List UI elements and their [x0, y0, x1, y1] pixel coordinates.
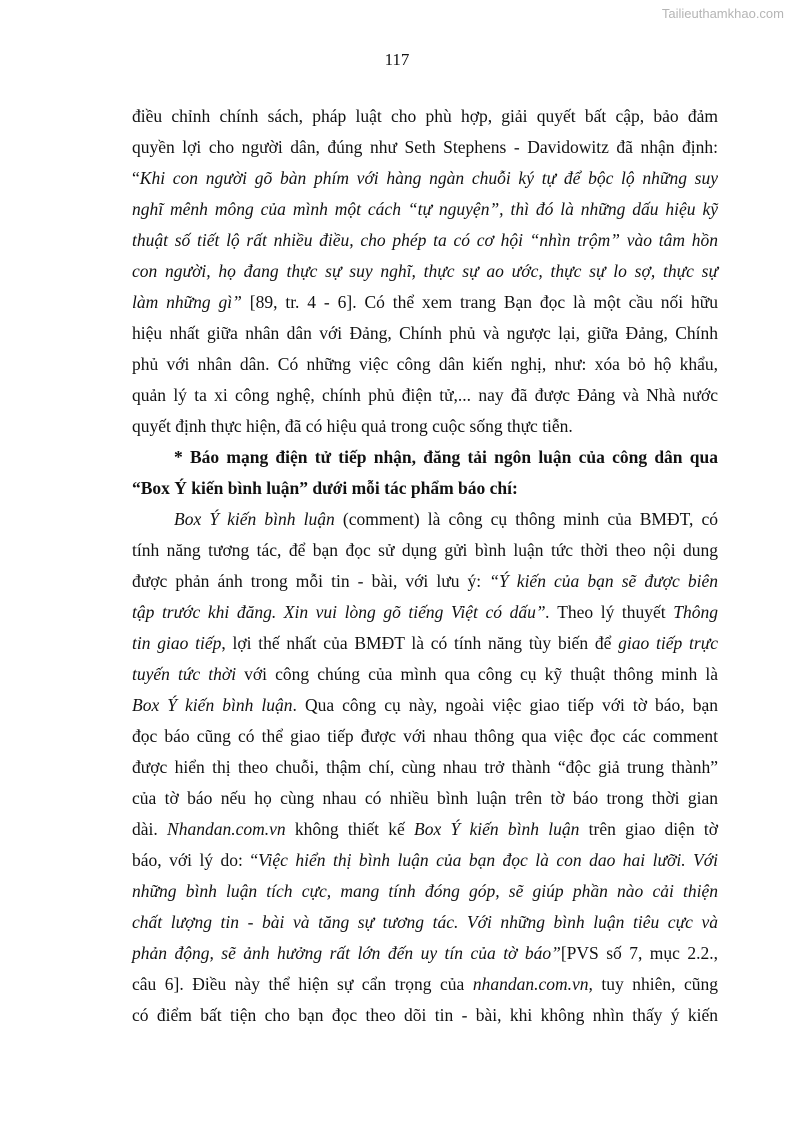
- text-line: [132, 974, 718, 994]
- text-segment: quản lý ta xi công nghệ, chính phủ điện tử,... nay đã được Đảng và Nhà nước: [132, 385, 718, 405]
- text-segment: tính năng tương tác, để bạn đọc sử dụng gửi bình luận tức thời theo nội dung: [132, 540, 718, 560]
- text-segment: Theo lý thuyết: [549, 602, 674, 622]
- text-line: [132, 912, 718, 932]
- text-segment: quyền lợi cho người dân, đúng như Seth Stephens - Davidowitz đã nhận định:: [132, 137, 718, 157]
- text-segment: Box Ý kiến bình luận: [132, 695, 293, 715]
- text-line: [132, 354, 718, 374]
- text-line: [132, 199, 718, 219]
- text-segment: Khi con người gõ bàn phím với hàng ngàn chuỗi ký tự để bộc lộ những suy: [139, 168, 718, 188]
- text-segment: nghĩ mênh mông của mình một cách “tự nguyện”, thì đó là những dấu hiệu kỹ: [132, 199, 718, 219]
- text-line: [132, 664, 718, 684]
- text-line: [132, 943, 718, 963]
- text-line: [132, 292, 718, 312]
- text-segment: , lợi thế nhất của BMĐT là có tính năng tùy biến để: [221, 633, 619, 653]
- text-segment: Box Ý kiến bình luận: [174, 509, 335, 529]
- text-segment: báo, với lý do: “: [132, 850, 259, 870]
- text-segment: Nhandan.com.vn: [167, 819, 286, 839]
- text-segment: điều chỉnh chính sách, pháp luật cho phù hợp, giải quyết bất cập, bảo đảm: [132, 106, 718, 126]
- text-segment: tuyến tức thời: [132, 664, 237, 684]
- text-segment: phủ với nhân dân. Có những việc công dân kiến nghị, như: xóa bỏ hộ khẩu,: [132, 354, 718, 374]
- text-line: [132, 571, 718, 591]
- text-line: [174, 509, 718, 529]
- text-segment: câu 6]. Điều này thể hiện sự cẩn trọng của: [132, 974, 473, 994]
- text-line: [132, 385, 718, 405]
- text-segment: đọc báo cũng có thể giao tiếp được với nhau thông qua việc đọc các comment: [132, 726, 718, 746]
- text-line: [132, 881, 718, 901]
- text-segment: với công chúng của mình qua công cụ kỹ thuật thông minh là: [236, 664, 718, 684]
- text-segment: “: [132, 168, 140, 188]
- text-segment: giao tiếp trực: [618, 633, 719, 653]
- text-line: [132, 106, 718, 126]
- text-line: [132, 230, 718, 250]
- watermark: Tailieuthamkhao.com: [661, 6, 784, 21]
- text-segment: trên giao diện tờ: [579, 819, 718, 839]
- text-segment: được phản ánh trong mỗi tin - bài, với lưu ý:: [132, 571, 490, 591]
- text-segment: tin giao tiếp: [132, 633, 222, 653]
- text-line: [132, 819, 718, 839]
- text-line: [132, 540, 718, 560]
- text-segment: quyết định thực hiện, đã có hiệu quả trong cuộc sống thực tiễn.: [132, 416, 573, 436]
- text-segment: nhandan.com.vn,: [472, 974, 593, 994]
- text-line: [132, 695, 718, 715]
- text-line: [132, 850, 718, 870]
- text-line: [132, 137, 718, 157]
- text-segment: dài.: [132, 819, 168, 839]
- text-line: [132, 788, 718, 808]
- text-segment: . Qua công cụ này, ngoài việc giao tiếp với tờ báo, bạn: [292, 695, 718, 715]
- text-line: [132, 726, 718, 746]
- text-segment: “Box Ý kiến bình luận” dưới mỗi tác phẩm báo chí:: [132, 478, 518, 498]
- text-segment: “Ý kiến của bạn sẽ được biên: [489, 571, 718, 591]
- page-number: 117: [384, 50, 410, 69]
- text-segment: tuy nhiên, cũng: [592, 974, 718, 994]
- text-segment: Box Ý kiến bình luận: [414, 819, 580, 839]
- text-segment: hiệu nhất giữa nhân dân với Đảng, Chính phủ và ngược lại, giữa Đảng, Chính: [132, 323, 718, 343]
- text-segment: tập trước khi đăng. Xin vui lòng gõ tiếng Việt có dấu”.: [132, 602, 550, 622]
- text-segment: Việc hiển thị bình luận của bạn đọc là con dao hai lưỡi. Với: [258, 850, 718, 870]
- text-line: [174, 447, 718, 467]
- text-segment: con người, họ đang thực sự suy nghĩ, thực sự ao ước, thực sự lo sợ, thực sự: [132, 261, 718, 281]
- text-line: [132, 633, 718, 653]
- text-line: [132, 478, 718, 498]
- text-segment: được hiển thị theo chuỗi, thậm chí, cùng nhau trở thành “độc giả trung thành”: [132, 757, 718, 777]
- text-line: [132, 416, 718, 436]
- text-segment: chất lượng tin - bài và tăng sự tương tác. Với những bình luận tiêu cực và: [132, 912, 718, 932]
- text-segment: (comment) là công cụ thông minh của BMĐT, có: [334, 509, 718, 529]
- text-segment: của tờ báo nếu họ cùng nhau có nhiều bình luận trên tờ báo trong thời gian: [132, 788, 718, 808]
- text-line: [132, 168, 718, 188]
- text-line: [132, 757, 718, 777]
- text-segment: phản động, sẽ ảnh hưởng rất lớn đến uy tín của tờ báo”: [132, 943, 561, 963]
- text-segment: không thiết kế: [285, 819, 415, 839]
- text-segment: * Báo mạng điện tử tiếp nhận, đăng tải ngôn luận của công dân qua: [174, 447, 718, 467]
- text-line: [132, 1005, 718, 1025]
- text-line: [132, 261, 718, 281]
- text-segment: có điểm bất tiện cho bạn đọc theo dõi tin - bài, khi không nhìn thấy ý kiến: [132, 1005, 718, 1025]
- text-segment: thuật số tiết lộ rất nhiều điều, cho phép ta có cơ hội “nhìn trộm” vào tâm hồn: [132, 230, 718, 250]
- text-segment: [89, tr. 4 - 6]. Có thể xem trang Bạn đọc là một cầu nối hữu: [241, 292, 718, 312]
- text-segment: Thông: [673, 602, 718, 622]
- text-segment: [PVS số 7, mục 2.2.,: [560, 943, 718, 963]
- text-segment: những bình luận tích cực, mang tính đóng góp, sẽ giúp phần nào cải thiện: [132, 881, 718, 901]
- text-line: [132, 602, 718, 622]
- text-segment: làm những gì”: [132, 292, 242, 312]
- text-line: [132, 323, 718, 343]
